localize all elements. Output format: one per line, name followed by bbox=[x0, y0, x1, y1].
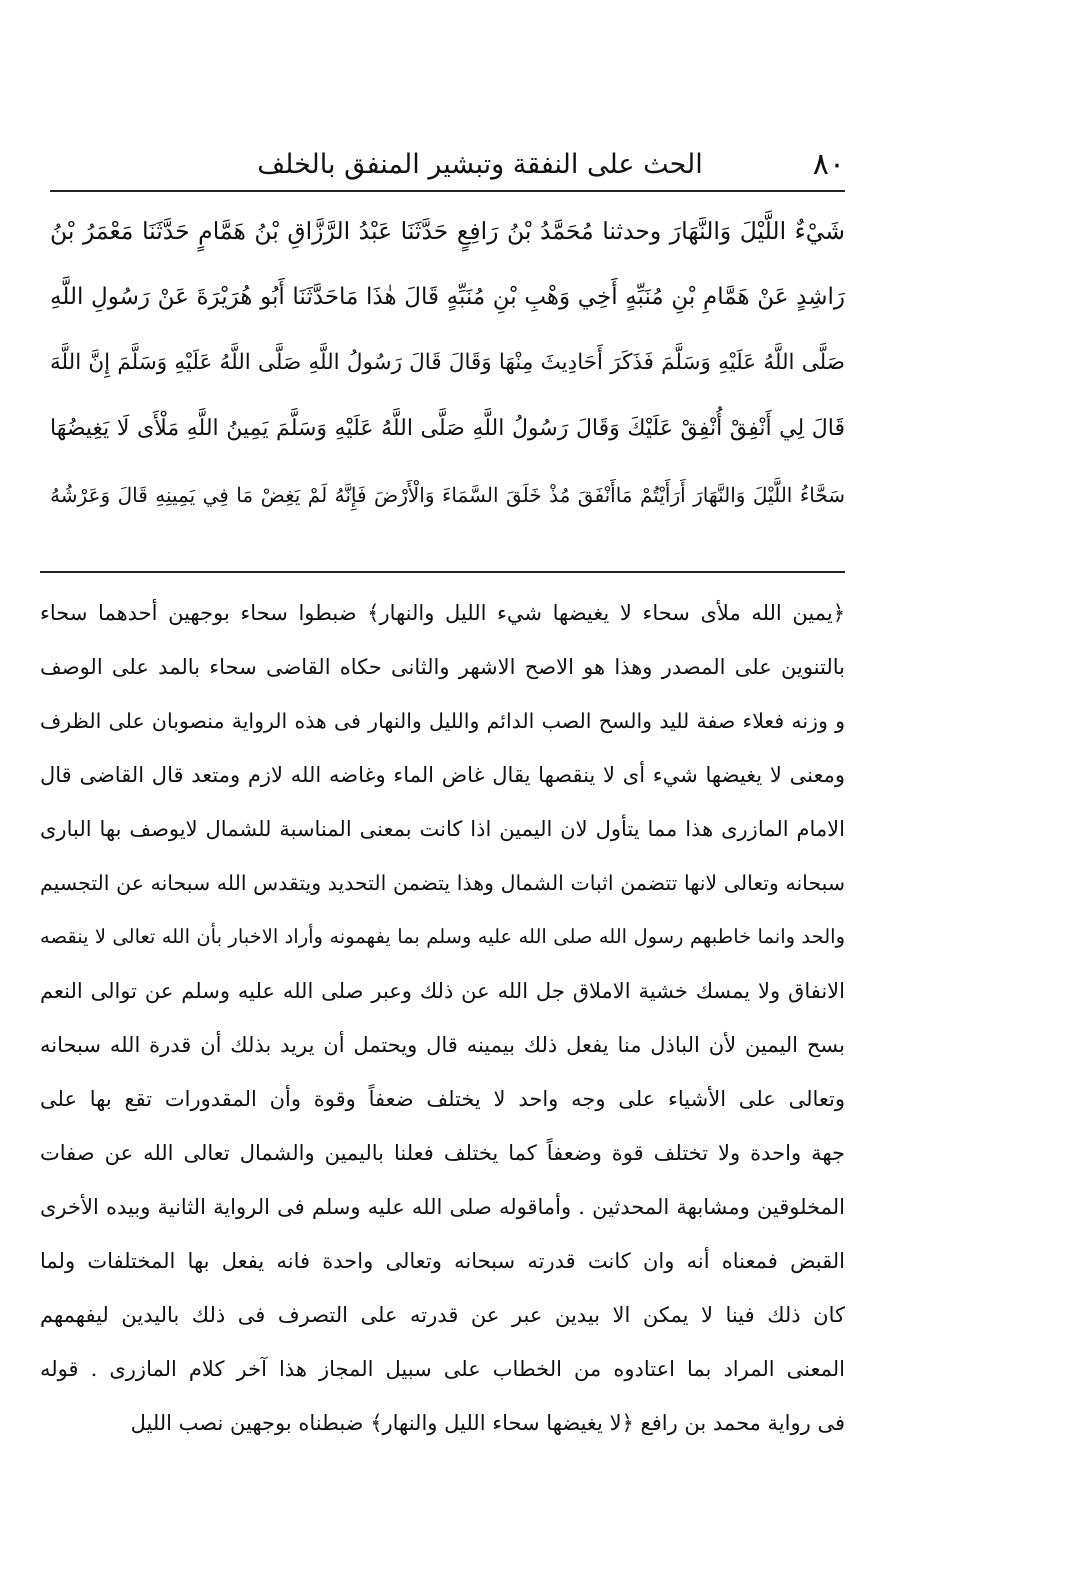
chapter-title: الحث على النفقة وتبشير المنفق بالخلف bbox=[257, 149, 703, 180]
commentary-line: والحد وانما خاطبهم رسول الله صلى الله عليه وسلم بما يفهمونه وأراد الاخبار بأن الله تعالى لا ينقصه bbox=[40, 925, 845, 948]
commentary-line: الانفاق ولا يمسك خشية الاملاق جل الله عن ذلك وعبر صلى الله عليه وسلم عن توالى النعم bbox=[40, 979, 845, 1003]
page-number: ٨٠ bbox=[812, 147, 845, 182]
commentary-line: ومعنى لا يغيضها شيء أى لا ينقصها يقال غاض الماء وغاضه الله لازم ومتعد قال القاضى قال bbox=[40, 763, 845, 787]
commentary-line: الامام المازرى هذا مما يتأول لان اليمين اذا كانت بمعنى المناسبة للشمال لايوصف بها البارى bbox=[40, 817, 845, 841]
commentary-divider bbox=[40, 571, 845, 573]
commentary-text bbox=[40, 586, 845, 1450]
commentary-line: المخلوقين ومشابهة المحدثين . وأماقوله صلى الله عليه وسلم فى الرواية الثانية وبيده الأخرى bbox=[40, 1195, 845, 1219]
commentary-line: بسح اليمين لأن الباذل منا يفعل ذلك بيمينه قال ويحتمل أن يريد بذلك أن قدرة الله سبحانه bbox=[40, 1033, 845, 1057]
running-header bbox=[55, 142, 845, 188]
commentary-line: و وزنه فعلاء صفة لليد والسح الصب الدائم والليل والنهار فى هذه الرواية منصوبان على الظرف bbox=[40, 709, 845, 733]
commentary-line: القبض فمعناه أنه وان كانت قدرته سبحانه وتعالى واحدة فانه يفعل بها المختلفات ولما bbox=[40, 1249, 845, 1273]
hadith-line: قَالَ لِي أَنْفِقْ أُنْفِقْ عَلَيْكَ وَقَالَ رَسُولُ اللَّهِ صَلَّى اللَّهُ عَلَيْهِ وَسَلَّمَ يَمِينُ اللَّهِ مَلْأَى لَا يَغِيضُهَا bbox=[50, 416, 845, 441]
hadith-line: سَحَّاءُ اللَّيْلَ وَالنَّهَارَ أَرَأَيْتُمْ مَاأَنْفَقَ مُذْ خَلَقَ السَّمَاءَ وَالْأَرْضَ فَإِنَّهُ لَمْ يَغِضْ مَا فِي يَمِينِهِ قَالَ وَعَرْشُهُ bbox=[50, 483, 845, 507]
commentary-line: وتعالى على الأشياء على وجه واحد لا يختلف ضعفاً وقوة وأن المقدورات تقع بها على bbox=[40, 1087, 845, 1111]
commentary-line: فى رواية محمد بن رافع ﴿لا يغيضها سحاء الليل والنهار﴾ ضبطناه بوجهين نصب الليل bbox=[130, 1411, 845, 1435]
commentary-line: بالتنوين على المصدر وهذا هو الاصح الاشهر والثانى حكاه القاضى سحاء بالمد على الوصف bbox=[40, 655, 845, 679]
hadith-text bbox=[50, 198, 845, 528]
hadith-line: شَيْءٌ اللَّيْلَ وَالنَّهَارَ وحدثنا مُحَمَّدُ بْنُ رَافِعٍ حَدَّثَنَا عَبْدُ الرَّزَّاقِ بْنُ هَمَّامٍ حَدَّثَنَا مَعْمَرُ بْنُ bbox=[50, 217, 845, 245]
header-divider bbox=[50, 190, 845, 192]
commentary-line: جهة واحدة ولا تختلف قوة وضعفاً كما يختلف فعلنا باليمين والشمال تعالى الله عن صفات bbox=[40, 1141, 845, 1165]
commentary-line: ﴿يمين الله ملأى سحاء لا يغيضها شيء الليل والنهار﴾ ضبطوا سحاء بوجهين أحدهما سحاء bbox=[40, 601, 845, 625]
hadith-line: رَاشِدٍ عَنْ هَمَّامِ بْنِ مُنَبِّهٍ أَخِي وَهْبِ بْنِ مُنَبِّهٍ قَالَ هٰذَا مَاحَدَّثَنَا أَبُو هُرَيْرَةَ عَنْ رَسُولِ اللَّهِ bbox=[50, 284, 845, 310]
commentary-line: سبحانه وتعالى لانها تتضمن اثبات الشمال وهذا يتضمن التحديد ويتقدس الله سبحانه عن التجسيم bbox=[40, 871, 845, 895]
commentary-line: المعنى المراد بما اعتادوه من الخطاب على سبيل المجاز هذا آخر كلام المازرى . قوله bbox=[40, 1357, 845, 1381]
hadith-line: صَلَّى اللَّهُ عَلَيْهِ وَسَلَّمَ فَذَكَرَ أَحَادِيثَ مِنْهَا وَقَالَ قَالَ رَسُولُ اللَّهِ صَلَّى اللَّهُ عَلَيْهِ وَسَلَّمَ إِنَّ اللَّهَ bbox=[50, 350, 845, 375]
commentary-line: كان ذلك فينا لا يمكن الا بيدين عبر عن قدرته على التصرف فى ذلك باليدين ليفهمهم bbox=[40, 1303, 845, 1327]
